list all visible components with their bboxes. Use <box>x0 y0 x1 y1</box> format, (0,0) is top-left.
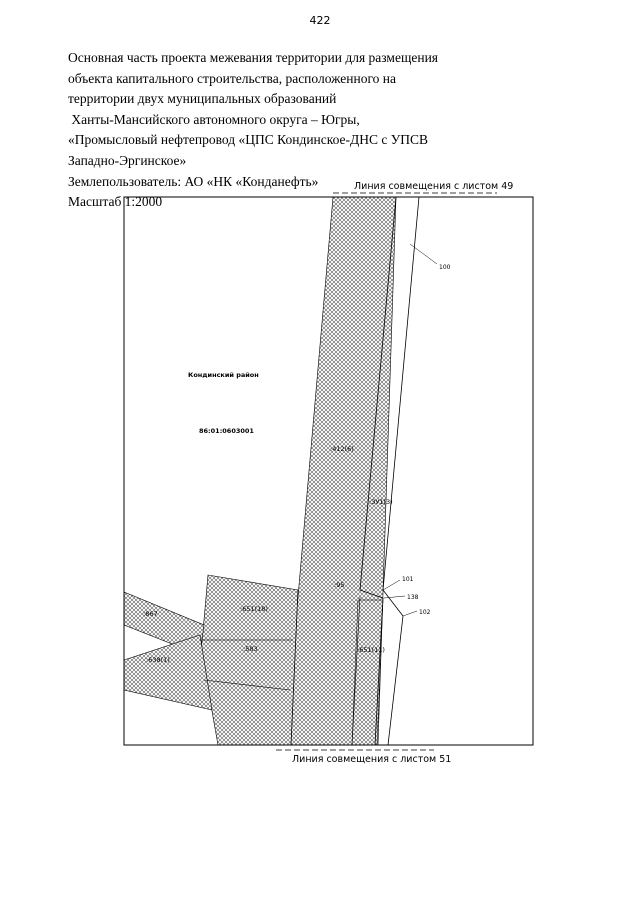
parcel-label-412-6: :412(6) <box>330 445 354 453</box>
leader-line-102 <box>403 611 417 616</box>
point-label-102: 102 <box>419 609 431 616</box>
header-line-1: Основная часть проекта межевания территории для размещения <box>68 50 439 65</box>
parcel-label-zu1-3: :ЗУ1(3) <box>369 498 393 506</box>
header-line-3: территории двух муниципальных образований <box>68 91 337 107</box>
parcel-651-18 <box>200 575 298 745</box>
join-line-top-label: Линия совмещения с листом 49 <box>354 181 514 192</box>
parcel-label-651-11: :651(11) <box>357 646 385 654</box>
join-line-bottom-label: Линия совмещения с листом 51 <box>292 754 452 765</box>
point-label-100: 100 <box>439 264 451 271</box>
point-label-101: 101 <box>402 576 414 583</box>
scale-line: Масштаб 1:2000 <box>68 194 163 210</box>
parcel-label-651-18: :651(18) <box>240 605 268 613</box>
point-label-138: 138 <box>407 594 419 601</box>
parcel-label-583: :583 <box>243 645 258 653</box>
header-line-4: Ханты-Мансийского автономного округа – Югры, <box>68 111 360 127</box>
leader-line-138 <box>384 596 405 598</box>
leader-line-101 <box>383 580 400 590</box>
parcel-label-638-1: :638(1) <box>146 656 170 664</box>
parcel-label-867: :867 <box>143 610 158 618</box>
header-line-2: объекта капитального строительства, расположенного на <box>68 70 397 86</box>
parcel-label-95: :95 <box>334 581 345 589</box>
quarter-label: 86:01:0603001 <box>199 427 254 435</box>
land-user-line: Землепользователь: АО «НК «Конданефть» <box>68 173 319 189</box>
header-line-6: Западно-Эргинское» <box>68 152 187 168</box>
page-number: 422 <box>309 14 331 27</box>
parcel-638-1 <box>124 635 212 710</box>
district-label: Кондинский район <box>188 371 259 379</box>
header-line-5: «Промысловый нефтепровод «ЦПС Кондинское-ДНС с УПСВ <box>68 132 429 148</box>
